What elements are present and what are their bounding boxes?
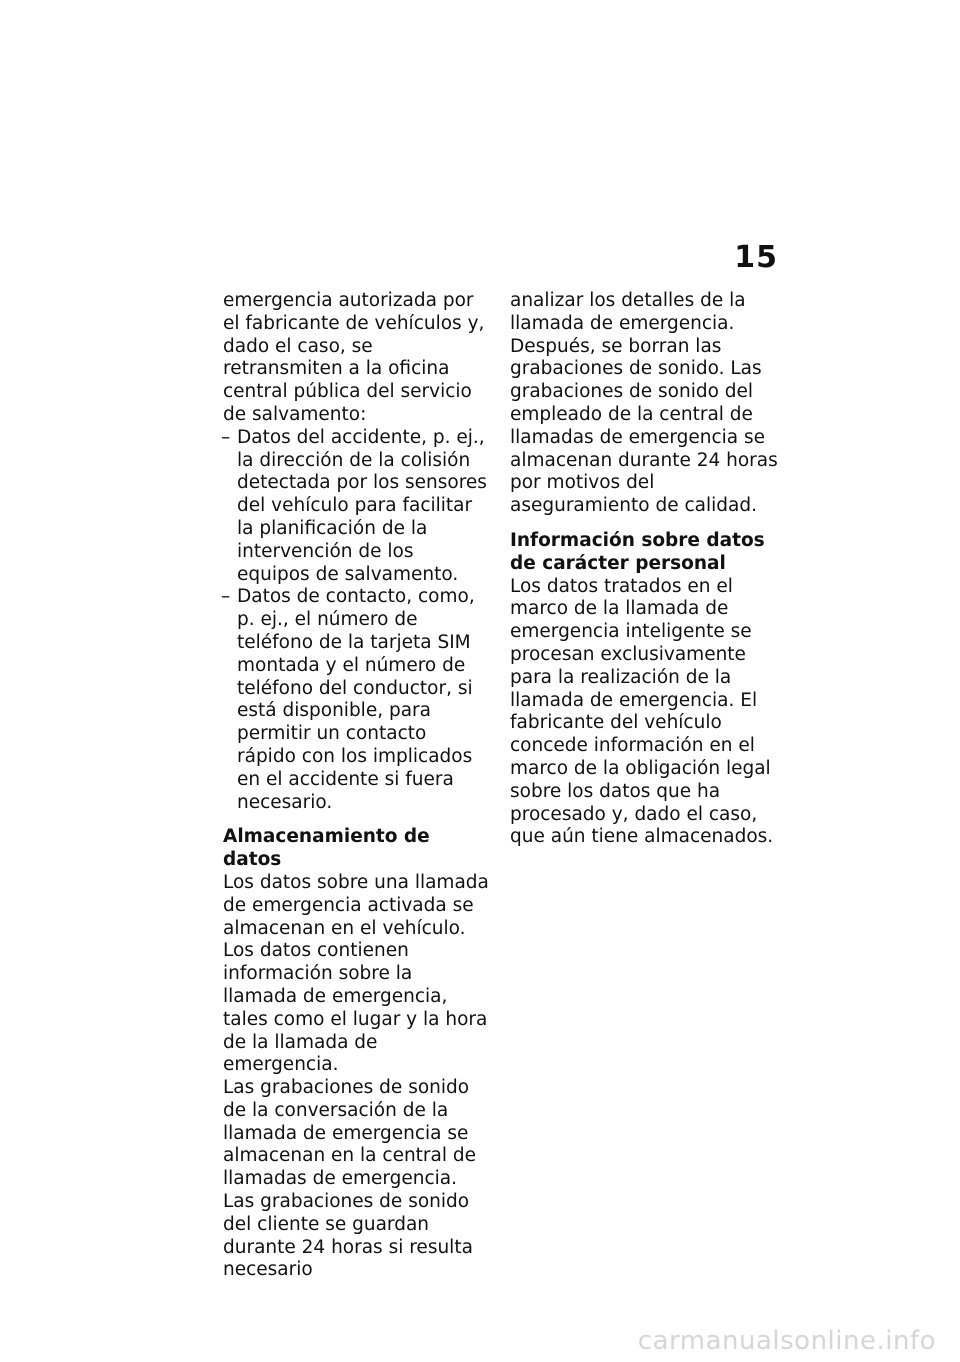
left-column bbox=[223, 290, 491, 1282]
personal-data-heading: Información sobre datos de carácter personal bbox=[510, 529, 765, 574]
storage-paragraph: Las grabaciones de sonido de la conversación de la llamada de emergencia se almacenan en la central de llamadas de emergencia. bbox=[223, 1077, 477, 1190]
watermark: carmanualsonline.info bbox=[637, 1326, 936, 1356]
storage-paragraph: Los datos sobre una llamada de emergencia activada se almacenan en el vehículo. Los datos contienen información sobre la llamada de emergencia, tales como el lugar y la hora de la llamada de emergencia. bbox=[223, 871, 489, 1076]
storage-heading: Almacenamiento de datos bbox=[223, 826, 430, 871]
list-item: – Datos del accidente, p. ej., la dirección de la colisión detectada por los sensores del vehículo para facilitar la planificación de la intervención de los equipos de salvamento. bbox=[223, 427, 491, 587]
storage-paragraph: Las grabaciones de sonido del cliente se guardan durante 24 horas si resulta necesario bbox=[223, 1191, 473, 1281]
right-column bbox=[510, 290, 782, 849]
data-list bbox=[223, 427, 491, 815]
list-item: – Datos de contacto, como, p. ej., el número de teléfono de la tarjeta SIM montada y el número de teléfono del conductor, si está disponible, para permitir un contacto rápido con los implicados en el accidente si fuera necesario. bbox=[223, 586, 491, 814]
personal-data-paragraph: Los datos tratados en el marco de la llamada de emergencia inteligente se procesan exclusivamente para la realización de la llamada de emergencia. El fabricante del vehículo concede información en el marco de la obligación legal sobre los datos que ha procesado y, dado el caso, que aún tiene almacenados. bbox=[510, 575, 774, 848]
continuation-paragraph: analizar los detalles de la llamada de emergencia. Después, se borran las grabaciones de sonido. Las grabaciones de sonido del empleado de la central de llamadas de emergencia se almacenan durante 24 horas por motivos del aseguramiento de calidad. bbox=[510, 290, 778, 517]
page-number: 15 bbox=[734, 240, 778, 275]
intro-paragraph: emergencia autorizada por el fabricante de vehículos y, dado el caso, se retransmiten a la oficina central pública del servicio de salvamento: bbox=[223, 290, 485, 425]
